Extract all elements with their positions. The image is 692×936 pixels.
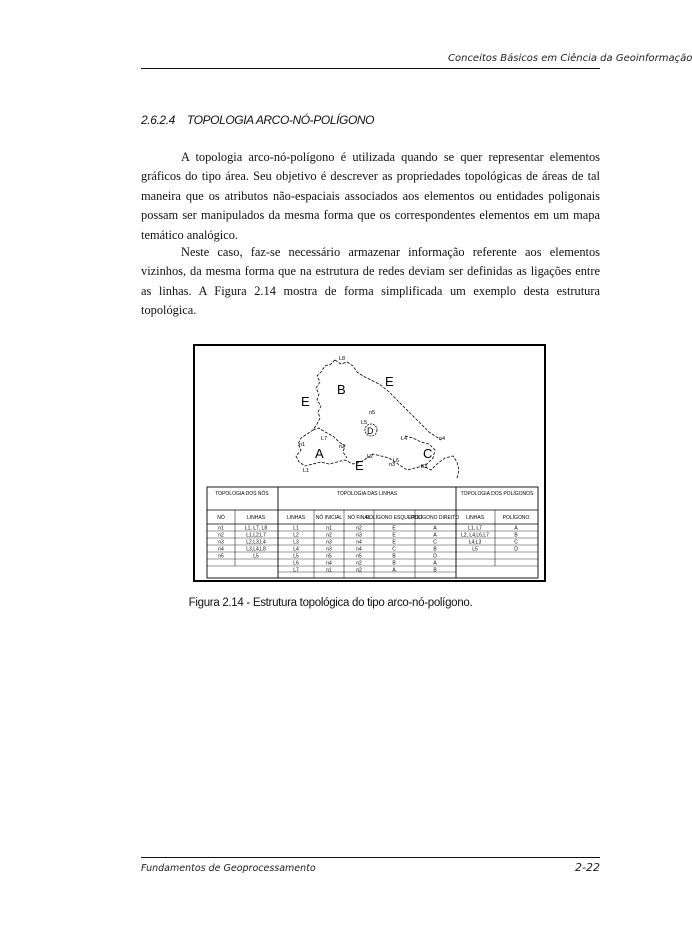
line-label: L3 [421, 464, 428, 470]
line-label: L2 [367, 454, 374, 460]
table-cell: L5 [293, 553, 299, 560]
line-label: L4 [401, 436, 408, 442]
table-cell: B [433, 546, 437, 553]
page-number: 2-22 [575, 861, 600, 874]
table-header: NÓ FINAL [347, 515, 371, 521]
table-cell: A [433, 560, 437, 567]
table-cell: D [433, 553, 437, 560]
table-cell: A [514, 525, 518, 532]
table-cell: B [392, 553, 396, 560]
table-cell: n4 [356, 539, 362, 546]
table-cell: L1, L7 [468, 525, 482, 532]
table-cell: n1 [326, 567, 332, 574]
table-cell: E [392, 525, 396, 532]
table-header: LINHAS [246, 515, 266, 521]
table-cell: B [392, 560, 396, 567]
table-header: POLÍGONO [502, 515, 530, 521]
section-heading [141, 113, 374, 127]
paragraph: Neste caso, faz-se necessário armazenar informação referente aos elementos vizinhos, da mesma forma que na estrutura de redes deviam ser definidas as ligações entre as linhas. A Figura 2.14 mostra de forma simplificada um exemplo desta estrutura topológica. [141, 245, 600, 318]
polygon-rows [461, 526, 518, 553]
table-cell: L5 [253, 553, 259, 560]
table-cell: n1 [326, 525, 332, 532]
polygon-label: D [367, 426, 374, 436]
running-header: Conceitos Básicos em Ciência da Geoinformação [448, 53, 692, 64]
table-title-lines: TOPOLOGIA DAS LINHAS [336, 491, 398, 497]
polygon-label: C [423, 446, 433, 461]
table-cell: A [433, 532, 437, 539]
table-cell: n2 [356, 560, 362, 567]
line-rows [293, 526, 437, 574]
table-cell: L1, L7, L8 [244, 525, 268, 532]
table-cell: n3 [326, 539, 332, 546]
table-title-nodes: TOPOLOGIA DOS NÓS [215, 491, 269, 497]
node-rows [218, 526, 267, 560]
topology-tables [207, 487, 538, 578]
table-cell: L3,L4,L8 [246, 546, 266, 553]
table-header: LINHAS [286, 515, 306, 521]
figure-caption: Figura 2.14 - Estrutura topológica do tipo arco-nó-polígono. [188, 597, 473, 609]
table-cell: L1 [293, 525, 299, 532]
polygon-label: E [301, 394, 310, 409]
table-cell: n4 [356, 546, 362, 553]
table-cell: L4,L3 [468, 539, 482, 546]
table-cell: L3 [293, 539, 299, 546]
table-title-polygons: TOPOLOGIA DOS POLÍGONOS [460, 491, 534, 497]
table-header: NÓ [217, 515, 225, 521]
table-cell: E [392, 539, 396, 546]
polygon-label: E [385, 374, 394, 389]
node-label: n1 [299, 442, 306, 448]
section-number: 2.6.2.4 [141, 113, 175, 127]
table-cell: B [514, 532, 518, 539]
table-header: NÓ INICIAL [315, 515, 343, 521]
table-cell: D [514, 546, 518, 553]
table-cell: n3 [326, 546, 332, 553]
table-cell: n2 [326, 532, 332, 539]
table-cell: n4 [218, 546, 224, 553]
table-cell: C [392, 546, 396, 553]
table-cell: A [433, 525, 437, 532]
footer-book-title: Fundamentos de Geoprocessamento [141, 863, 316, 874]
line-label: L1 [303, 468, 310, 474]
figure-frame [193, 344, 546, 582]
polygon-label: B [337, 382, 346, 397]
table-cell: n2 [356, 567, 362, 574]
table-header: POLÍGONO DIREITO [410, 515, 460, 521]
header-rule [141, 68, 600, 69]
line-label: L8 [339, 356, 346, 362]
table-header: POLÍGONO ESQUERDO [365, 515, 423, 521]
table-cell: L2, L4,L6,L7 [461, 532, 489, 539]
table-cell: n3 [356, 532, 362, 539]
line-label: L5 [361, 420, 368, 426]
table-cell: L4 [293, 546, 299, 553]
line-label: L7 [321, 436, 328, 442]
table-header: LINHAS [465, 515, 485, 521]
table-cell: n1 [218, 525, 224, 532]
table-cell: L6 [293, 560, 299, 567]
table-cell: L7 [293, 567, 299, 574]
line-label: L6 [393, 458, 400, 464]
table-cell: n2 [218, 532, 224, 539]
node-label: n3 [389, 462, 396, 468]
topology-figure [195, 346, 544, 580]
table-cell: n5 [218, 553, 224, 560]
table-cell: n4 [326, 560, 332, 567]
table-cell: n3 [218, 539, 224, 546]
section-title: TOPOLOGIA ARCO-NÓ-POLÍGONO [186, 113, 375, 127]
table-cell: n2 [356, 525, 362, 532]
node-label: n5 [369, 410, 376, 416]
node-label: n2 [339, 444, 346, 450]
table-cell: B [433, 567, 437, 574]
polygon-label: E [355, 458, 364, 473]
table-cell: L2 [293, 532, 299, 539]
node-label: n4 [439, 436, 446, 442]
table-cell: L5 [472, 546, 478, 553]
table-cell: E [392, 532, 396, 539]
table-cell: L2,L3,L4 [246, 539, 266, 546]
table-cell: A [392, 567, 396, 574]
polygon-label: A [315, 446, 324, 461]
table-cell: n5 [356, 553, 362, 560]
paragraph: A topologia arco-nó-polígono é utilizada quando se quer representar elementos gráficos do tipo área. Seu objetivo é descrever as propriedades topológicas de áreas de tal maneira que os atributos não-espaciais associados aos elementos ou entidades poligonais possam ser manipulados da mesma forma que os correspondentes elementos em um mapa temático analógico. [141, 150, 600, 242]
table-cell: C [514, 539, 518, 546]
footer-rule [141, 857, 600, 858]
table-cell: C [433, 539, 437, 546]
table-cell: n5 [326, 553, 332, 560]
table-cell: L1,L2,L7 [246, 532, 266, 539]
